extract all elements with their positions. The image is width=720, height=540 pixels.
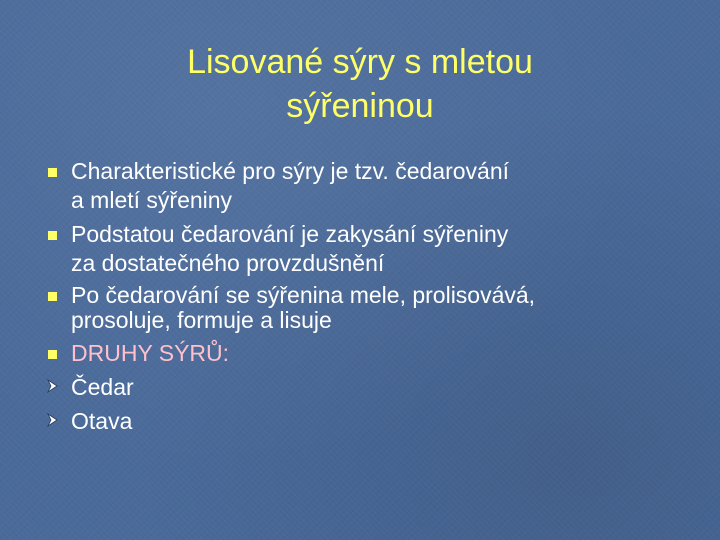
bullet-list [58,157,678,441]
bullet-text-line: a mletí sýřeniny [71,187,233,213]
bullet-text-line: Podstatou čedarování je zakysání sýřeniny [71,221,509,247]
bullet-item-cedar [58,373,678,402]
square-bullet-icon [48,292,57,301]
bullet-text-line: Charakteristické pro sýry je tzv. čedarování [71,158,510,184]
bullet-text-line: Po čedarování se sýřenina mele, prolisovává, [71,282,536,308]
bullet-item-process [58,283,678,333]
bullet-text: Čedar [71,374,134,400]
bullet-text-line: prosoluje, formuje a lisuje [71,307,332,333]
slide-title [60,40,660,128]
bullet-text-line: za dostatečného provzdušnění [71,250,385,276]
arrow-bullet-icon [45,408,61,432]
bullet-item-principle [58,220,678,278]
square-bullet-icon [48,350,57,359]
bullet-item-cheddaring [58,157,678,215]
square-bullet-icon [48,168,57,177]
bullet-text-heading: DRUHY SÝRŮ: [71,340,230,366]
bullet-item-cheese-types [58,339,678,368]
arrow-bullet-icon [45,374,61,398]
square-bullet-icon [48,231,57,240]
slide-title-line-1: Lisované sýry s mletou [187,43,533,81]
bullet-item-otava [58,407,678,436]
slide-title-line-2: sýřeninou [286,87,434,125]
bullet-text: Otava [71,408,133,434]
